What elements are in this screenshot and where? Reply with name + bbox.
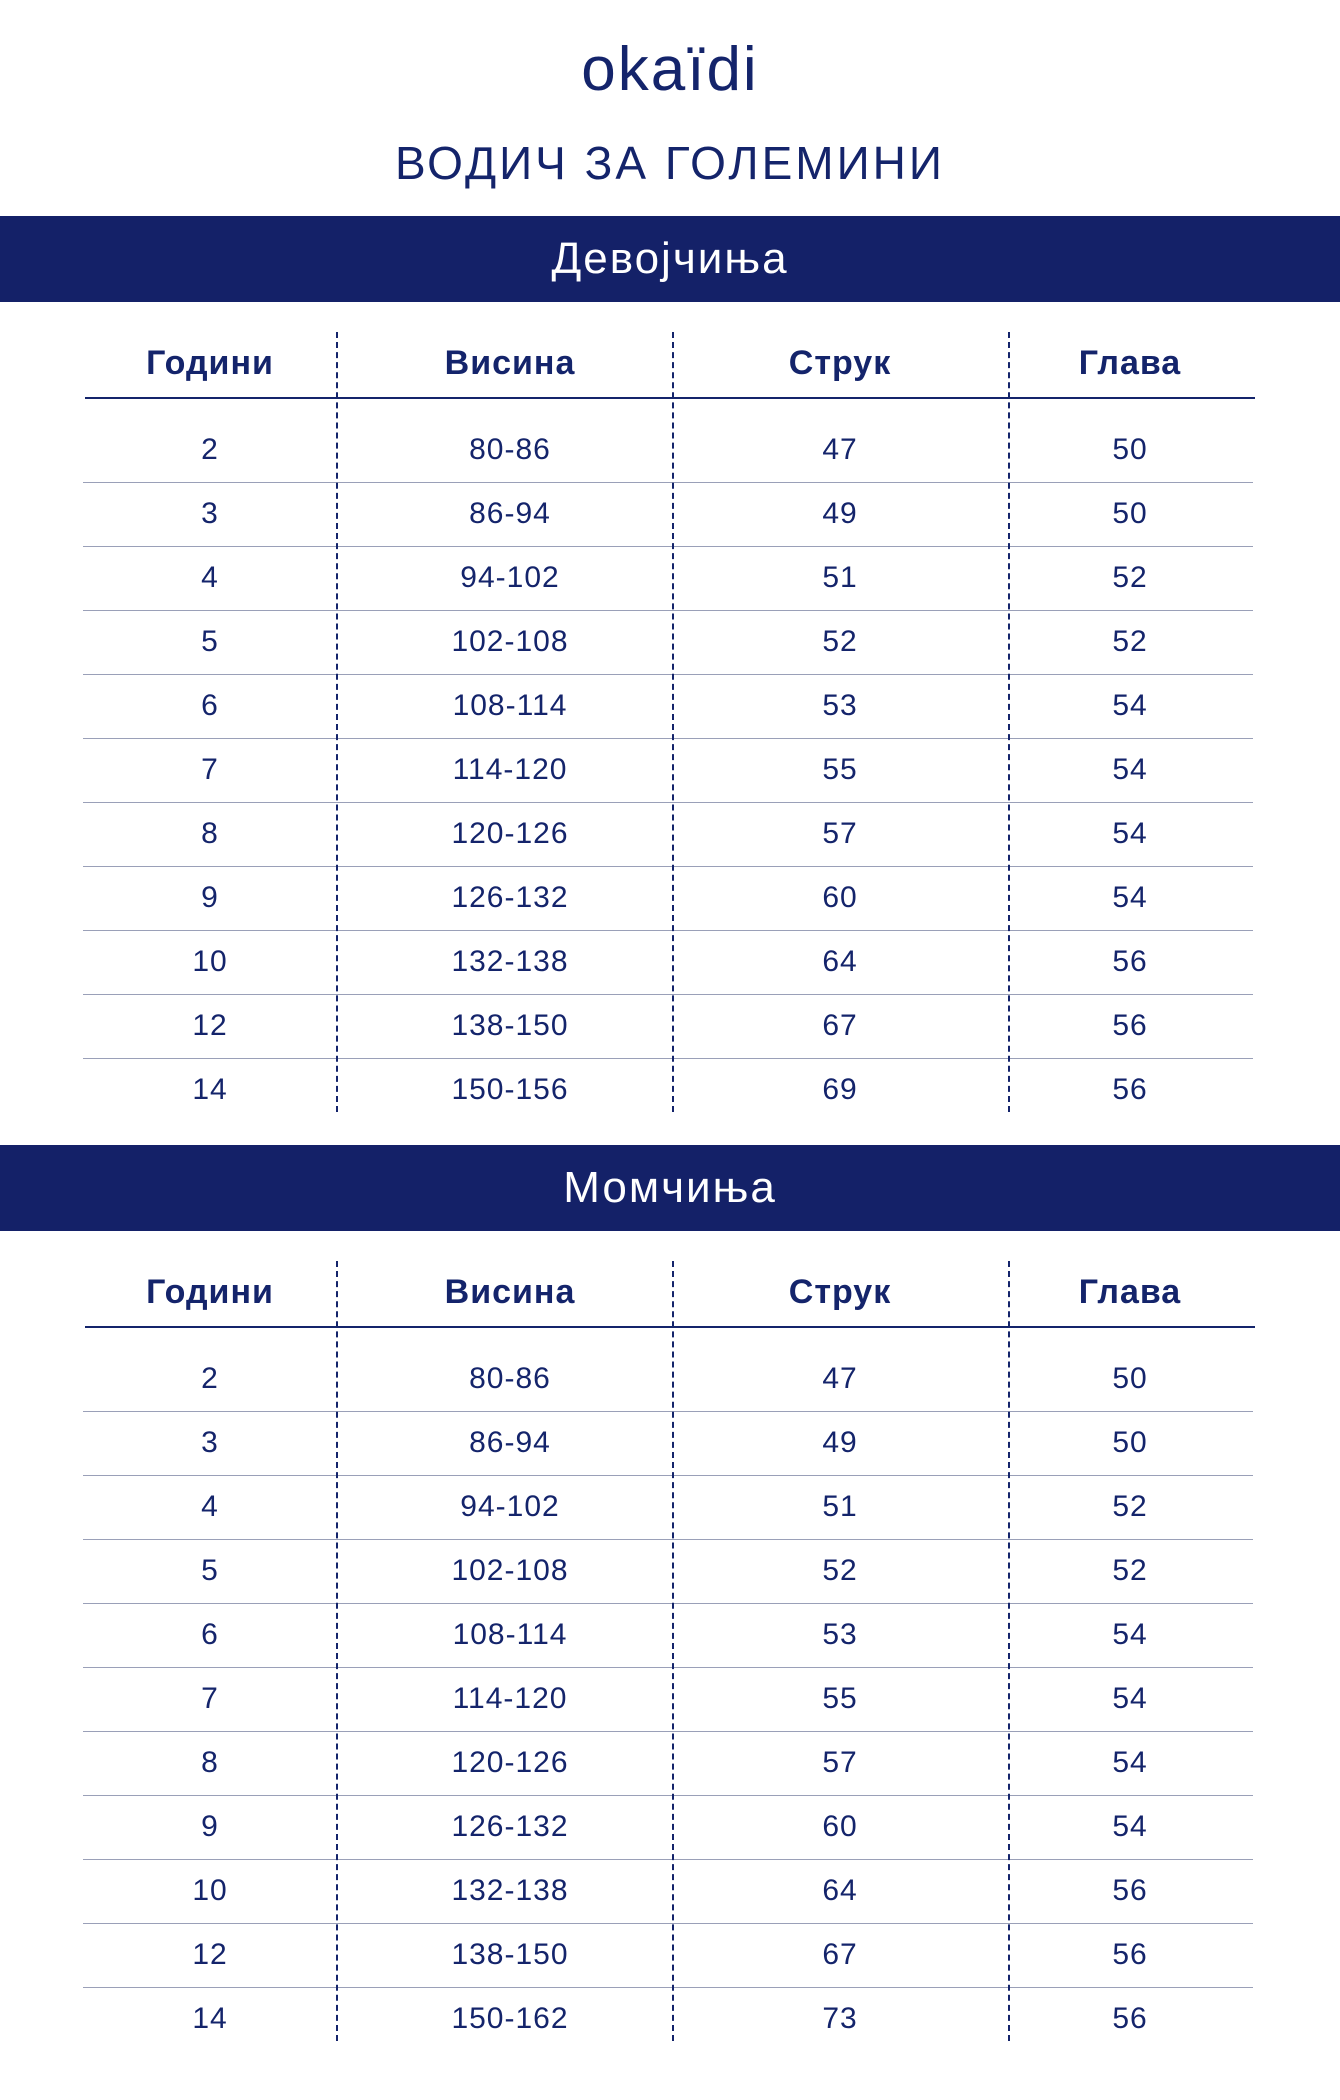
height-cell: 102-108: [451, 1554, 569, 1587]
waist-cell: 53: [822, 689, 858, 722]
head-cell: 56: [1112, 1874, 1148, 1907]
age-cell: 4: [201, 1490, 219, 1523]
height-cell: 138-150: [451, 1009, 569, 1042]
head-header: Глава: [1078, 344, 1182, 382]
table-row: [0, 1603, 1340, 1667]
okaidi-logo-icon: [545, 38, 795, 98]
waist-cell: 55: [822, 1682, 858, 1715]
age-cell: 9: [201, 881, 219, 914]
height-header: Висина: [444, 344, 576, 382]
height-cell: 132-138: [451, 945, 569, 978]
head-cell: 56: [1112, 945, 1148, 978]
age-cell: 7: [201, 753, 219, 786]
height-cell: 108-114: [452, 689, 568, 722]
waist-cell: 52: [822, 1554, 858, 1587]
waist-cell: 60: [822, 881, 858, 914]
head-cell: 54: [1112, 817, 1148, 850]
table-row: [0, 1539, 1340, 1603]
height-cell: 86-94: [469, 1426, 551, 1459]
height-cell: 94-102: [460, 561, 560, 594]
age-header: Години: [146, 344, 274, 382]
age-cell: 3: [201, 497, 219, 530]
age-cell: 14: [192, 2002, 228, 2035]
table-row: [0, 1347, 1340, 1411]
age-cell: 4: [201, 561, 219, 594]
height-cell: 126-132: [451, 881, 569, 914]
table-row: [0, 1411, 1340, 1475]
height-cell: 150-156: [451, 1073, 569, 1106]
table-row: [0, 802, 1340, 866]
age-cell: 7: [201, 1682, 219, 1715]
waist-cell: 60: [822, 1810, 858, 1843]
waist-cell: 69: [822, 1073, 858, 1106]
age-cell: 3: [201, 1426, 219, 1459]
age-cell: 5: [201, 625, 219, 658]
section-boys: [0, 1145, 1340, 2060]
height-cell: 120-126: [451, 1746, 569, 1779]
waist-cell: 47: [822, 433, 858, 466]
size-table: [0, 302, 1340, 1131]
height-cell: 132-138: [451, 1874, 569, 1907]
height-cell: 86-94: [469, 497, 551, 530]
head-cell: 50: [1112, 1426, 1148, 1459]
table-row: [0, 546, 1340, 610]
height-cell: 150-162: [451, 2002, 569, 2035]
age-cell: 10: [192, 1874, 228, 1907]
age-cell: 10: [192, 945, 228, 978]
waist-cell: 49: [822, 1426, 858, 1459]
brand-logo: [0, 38, 1340, 103]
head-cell: 54: [1112, 1746, 1148, 1779]
table-row: [0, 1987, 1340, 2051]
page-title: ВОДИЧ ЗА ГОЛЕМИНИ: [395, 137, 945, 189]
head-cell: 54: [1112, 753, 1148, 786]
height-cell: 120-126: [451, 817, 569, 850]
age-cell: 8: [201, 817, 219, 850]
height-cell: 138-150: [451, 1938, 569, 1971]
section-heading: Девојчиња: [0, 216, 1340, 302]
height-cell: 114-120: [452, 1682, 568, 1715]
head-cell: 54: [1112, 1618, 1148, 1651]
age-cell: 2: [201, 1362, 219, 1395]
waist-cell: 57: [822, 1746, 858, 1779]
table-row: [0, 482, 1340, 546]
table-row: [0, 1795, 1340, 1859]
section-heading: Момчиња: [0, 1145, 1340, 1231]
header-divider: [85, 1326, 1255, 1328]
age-cell: 8: [201, 1746, 219, 1779]
head-cell: 52: [1112, 625, 1148, 658]
waist-cell: 49: [822, 497, 858, 530]
waist-cell: 64: [822, 1874, 858, 1907]
head-cell: 52: [1112, 1554, 1148, 1587]
waist-cell: 51: [822, 561, 858, 594]
table-row: [0, 930, 1340, 994]
column-separator: [672, 1261, 674, 2041]
age-cell: 2: [201, 433, 219, 466]
height-header: Висина: [444, 1273, 576, 1311]
age-cell: 9: [201, 1810, 219, 1843]
head-cell: 50: [1112, 497, 1148, 530]
head-cell: 56: [1112, 2002, 1148, 2035]
column-separator: [1008, 1261, 1010, 2041]
age-cell: 12: [192, 1009, 228, 1042]
waist-cell: 47: [822, 1362, 858, 1395]
head-cell: 52: [1112, 1490, 1148, 1523]
height-cell: 102-108: [451, 625, 569, 658]
table-row: [0, 1731, 1340, 1795]
waist-cell: 55: [822, 753, 858, 786]
table-row: [0, 1667, 1340, 1731]
column-separator: [336, 332, 338, 1112]
head-header: Глава: [1078, 1273, 1182, 1311]
head-cell: 56: [1112, 1938, 1148, 1971]
head-cell: 54: [1112, 1682, 1148, 1715]
size-table: [0, 1231, 1340, 2060]
table-row: [0, 1923, 1340, 1987]
head-cell: 54: [1112, 1810, 1148, 1843]
age-cell: 12: [192, 1938, 228, 1971]
table-row: [0, 1859, 1340, 1923]
waist-cell: 51: [822, 1490, 858, 1523]
section-girls: [0, 216, 1340, 1131]
height-cell: 94-102: [460, 1490, 560, 1523]
waist-header: Струк: [788, 1273, 892, 1311]
table-row: [0, 418, 1340, 482]
table-row: [0, 866, 1340, 930]
age-cell: 5: [201, 1554, 219, 1587]
head-cell: 52: [1112, 561, 1148, 594]
head-cell: 56: [1112, 1073, 1148, 1106]
header-divider: [85, 397, 1255, 399]
height-cell: 108-114: [452, 1618, 568, 1651]
table-row: [0, 738, 1340, 802]
table-row: [0, 610, 1340, 674]
waist-cell: 67: [822, 1938, 858, 1971]
table-row: [0, 674, 1340, 738]
table-row: [0, 994, 1340, 1058]
waist-cell: 67: [822, 1009, 858, 1042]
height-cell: 80-86: [469, 1362, 551, 1395]
table-row: [0, 1475, 1340, 1539]
column-separator: [1008, 332, 1010, 1112]
column-separator: [336, 1261, 338, 2041]
height-cell: 126-132: [451, 1810, 569, 1843]
age-header: Години: [146, 1273, 274, 1311]
waist-cell: 52: [822, 625, 858, 658]
waist-header: Струк: [788, 344, 892, 382]
head-cell: 54: [1112, 881, 1148, 914]
head-cell: 56: [1112, 1009, 1148, 1042]
height-cell: 114-120: [452, 753, 568, 786]
head-cell: 50: [1112, 1362, 1148, 1395]
age-cell: 6: [201, 1618, 219, 1651]
table-row: [0, 1058, 1340, 1122]
age-cell: 6: [201, 689, 219, 722]
age-cell: 14: [192, 1073, 228, 1106]
waist-cell: 53: [822, 1618, 858, 1651]
head-cell: 54: [1112, 689, 1148, 722]
head-cell: 50: [1112, 433, 1148, 466]
svg-text:okaïdi: okaïdi: [581, 38, 759, 98]
column-separator: [672, 332, 674, 1112]
waist-cell: 57: [822, 817, 858, 850]
waist-cell: 64: [822, 945, 858, 978]
waist-cell: 73: [822, 2002, 858, 2035]
height-cell: 80-86: [469, 433, 551, 466]
